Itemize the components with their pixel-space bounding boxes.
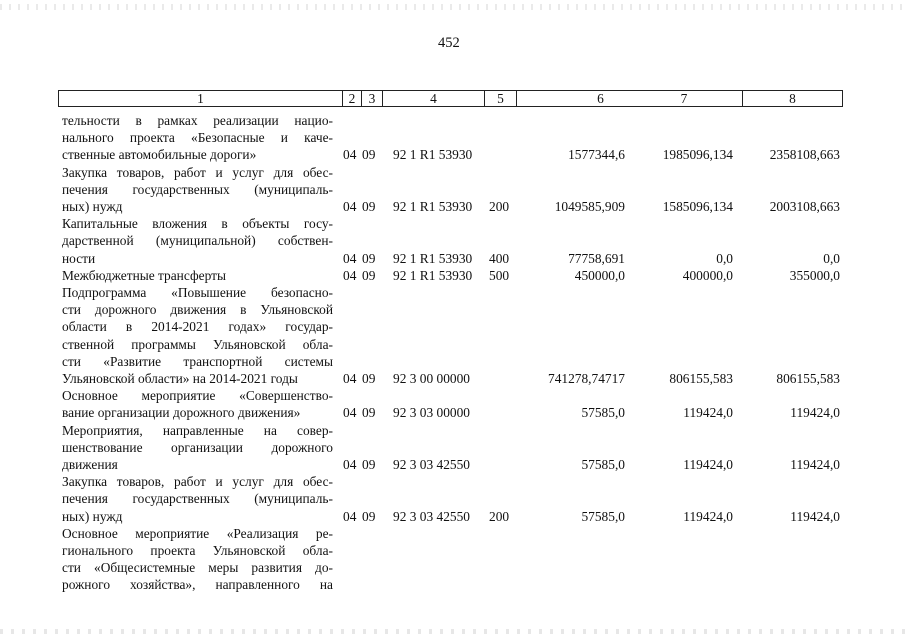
row-cell-c4: 92 1 R1 53930 — [393, 199, 473, 214]
row-cell-c2: 04 — [343, 371, 357, 386]
row-cell-c4: 92 3 03 00000 — [393, 405, 470, 421]
row-cell-c3: 09 — [362, 457, 376, 472]
row-cell-c7: 400000,0 — [682, 267, 733, 283]
row-description-line: ности — [62, 250, 96, 266]
row-cell-c5: 500 — [489, 267, 510, 283]
row-description-line: Межбюджетные трансферты — [62, 267, 226, 283]
header-col-3: 3 — [361, 91, 382, 106]
row-cell-c2: 04 — [343, 457, 357, 472]
row-description-line: Основное мероприятие «Реализация ре- — [62, 525, 333, 541]
row-cell-c3: 09 — [362, 267, 376, 283]
row-cell-c2: 04 — [343, 267, 357, 283]
row-description-line: Капитальные вложения в объекты госу- — [62, 216, 333, 232]
row-cell-c4: 92 3 03 42550 — [393, 457, 470, 472]
row-cell-c6: 741278,74717 — [548, 371, 625, 386]
row-description-line: движения — [62, 457, 118, 472]
row-cell-c5: 400 — [489, 250, 510, 266]
row-description-line: тельности в рамках реализации нацио- — [62, 113, 333, 128]
row-cell-c6: 57585,0 — [581, 405, 625, 421]
row-cell-c8: 0,0 — [823, 250, 840, 266]
header-col-7: 7 — [680, 91, 688, 106]
row-cell-c8: 119424,0 — [790, 508, 840, 524]
row-description-line: Ульяновской области» на 2014-2021 годы — [62, 371, 298, 386]
row-cell-c7: 806155,583 — [669, 371, 733, 386]
row-description-line: шенствование организации дорожного — [62, 439, 333, 455]
row-cell-c8: 806155,583 — [776, 371, 840, 386]
row-description-line: нального проекта «Безопасные и каче- — [62, 130, 333, 146]
row-cell-c8: 119424,0 — [790, 405, 840, 421]
header-col-6: 6 — [516, 91, 684, 106]
row-cell-c4: 92 1 R1 53930 — [393, 267, 473, 283]
row-cell-c7: 119424,0 — [683, 405, 733, 421]
row-cell-c6: 57585,0 — [581, 508, 625, 524]
row-cell-c7: 119424,0 — [683, 508, 733, 524]
row-cell-c4: 92 1 R1 53930 — [393, 250, 473, 266]
row-description-line: сти «Развитие транспортной системы — [62, 353, 333, 369]
row-cell-c7 — [630, 576, 733, 593]
row-cell-c3: 09 — [362, 199, 376, 214]
header-col-8: 8 — [742, 91, 842, 106]
row-cell-c2: 04 — [343, 405, 357, 421]
row-description-line: рожного хозяйства», направленного на — [62, 577, 333, 593]
row-description-line: ных) нужд — [62, 508, 123, 524]
row-cell-c8: 2358108,663 — [769, 147, 840, 163]
row-cell-c2: 04 — [343, 250, 357, 266]
row-cell-c8: 2003108,663 — [769, 199, 840, 214]
row-cell-c3: 09 — [362, 250, 376, 266]
row-description-line: печения государственных (муниципаль- — [62, 491, 333, 507]
row-description-line: Подпрограмма «Повышение безопасно- — [62, 285, 333, 300]
row-description-line: Основное мероприятие «Совершенство- — [62, 388, 333, 404]
row-cell-c7: 119424,0 — [683, 457, 733, 472]
row-description-line: Мероприятия, направленные на совер- — [62, 422, 333, 438]
row-cell-c2: 04 — [343, 147, 357, 163]
header-col-2: 2 — [342, 91, 361, 106]
header-col-5: 5 — [484, 91, 516, 106]
row-cell-c3: 09 — [362, 371, 376, 386]
row-description-line: печения государственных (муниципаль- — [62, 181, 333, 197]
scan-artifact-top — [0, 4, 905, 10]
row-cell-c2: 04 — [343, 199, 357, 214]
row-cell-c4: 92 3 00 00000 — [393, 371, 470, 386]
row-description-line: гионального проекта Ульяновской обла- — [62, 543, 333, 558]
row-cell-c4: 92 1 R1 53930 — [393, 147, 473, 163]
header-col-1: 1 — [197, 91, 204, 106]
row-description-line: области в 2014-2021 годах» государ- — [62, 319, 333, 335]
page-number: 452 — [438, 35, 460, 51]
row-description-line: Закупка товаров, работ и услуг для обес- — [62, 164, 333, 180]
row-cell-c3: 09 — [362, 405, 376, 421]
row-cell-c5: 200 — [489, 199, 510, 214]
row-cell-c6: 77758,691 — [568, 250, 625, 266]
row-description-line: ных) нужд — [62, 199, 123, 214]
header-col-4: 4 — [382, 91, 484, 106]
scan-artifact-bottom — [0, 629, 905, 634]
row-description-line: ственной программы Ульяновской обла- — [62, 336, 333, 352]
row-cell-c6: 450000,0 — [574, 267, 625, 283]
row-description-line: сти дорожного движения в Ульяновской — [62, 302, 333, 318]
row-cell-c8 — [740, 576, 840, 593]
row-cell-c8: 355000,0 — [789, 267, 840, 283]
row-cell-c8: 119424,0 — [790, 457, 840, 472]
row-description-line: вание организации дорожного движения» — [62, 405, 301, 421]
row-cell-c7: 1585096,134 — [662, 199, 733, 214]
row-cell-c5: 200 — [489, 508, 510, 524]
row-description-line: ственные автомобильные дороги» — [62, 147, 257, 163]
table-header — [58, 90, 843, 107]
row-cell-c6: 1049585,909 — [554, 199, 625, 214]
row-cell-c3: 09 — [362, 147, 376, 163]
row-description-line: дарственной (муниципальной) собствен- — [62, 233, 333, 249]
row-cell-c6: 57585,0 — [581, 457, 625, 472]
row-cell-c6: 1577344,6 — [568, 147, 625, 163]
row-cell-c7: 1985096,134 — [662, 147, 733, 163]
row-cell-c4: 92 3 03 42550 — [393, 508, 470, 524]
row-cell-c2: 04 — [343, 508, 357, 524]
row-cell-c7: 0,0 — [716, 250, 733, 266]
row-description-line: Закупка товаров, работ и услуг для обес- — [62, 474, 333, 490]
row-cell-c3: 09 — [362, 508, 376, 524]
row-cell-c6 — [500, 576, 625, 593]
row-description-line: сти «Общесистемные меры развития до- — [62, 560, 333, 576]
